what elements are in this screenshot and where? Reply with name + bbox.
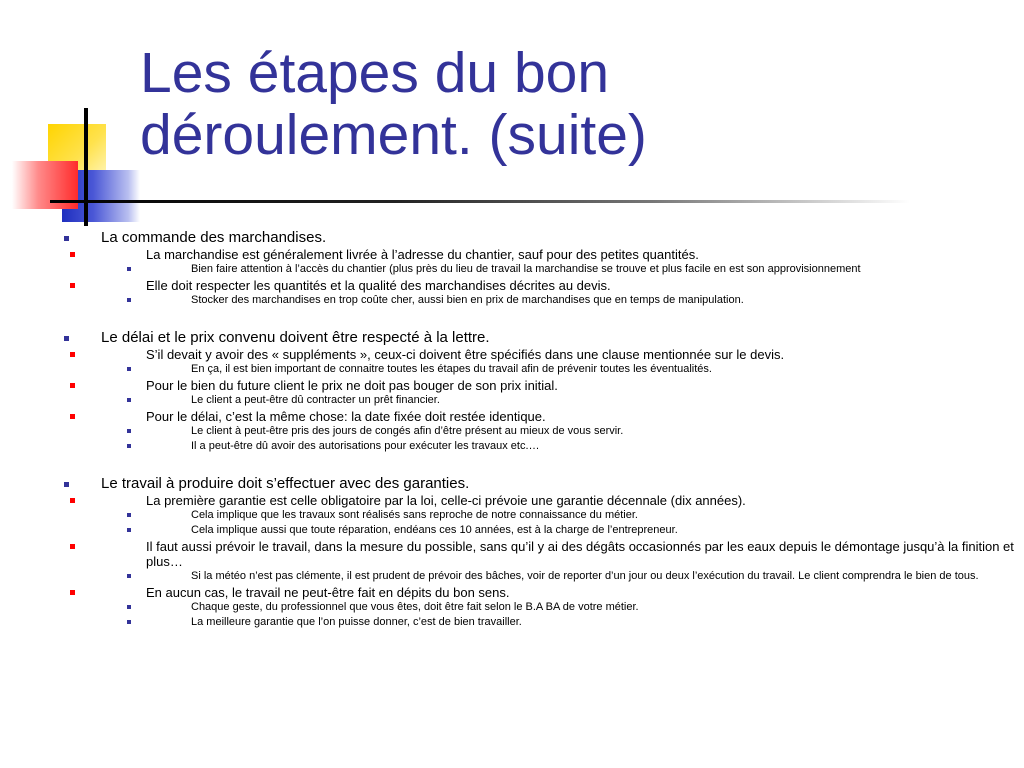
sub-sub-bullet-list (146, 363, 1024, 378)
bullet-level3 (146, 570, 1024, 585)
bullet-level3 (146, 394, 1024, 409)
bullet-level3-text: Chaque geste, du professionnel que vous êtes, doit être fait selon le B.A BA de votre métier. (191, 601, 639, 613)
bullet-square-icon (127, 398, 131, 402)
bullet-level3 (146, 263, 1024, 278)
bullet-level3 (146, 601, 1024, 616)
bullet-square-icon (127, 267, 131, 271)
bullet-level1-text: Le délai et le prix convenu doivent être respecté à la lettre. (101, 329, 490, 346)
bullet-level1 (0, 329, 1024, 455)
bullet-level2 (101, 247, 1024, 278)
bullet-level2-text: La première garantie est celle obligatoire par la loi, celle-ci prévoie une garantie décennale (dix années). (146, 493, 746, 508)
bullet-square-icon (70, 498, 75, 503)
bullet-level2-text: Elle doit respecter les quantités et la qualité des marchandises décrites au devis. (146, 278, 611, 293)
bullet-level1 (0, 229, 1024, 309)
bullet-level2 (101, 278, 1024, 309)
bullet-level2-text: Pour le délai, c’est la même chose: la date fixée doit restée identique. (146, 409, 546, 424)
slide-title (140, 42, 1000, 166)
bullet-level3-text: Il a peut-être dû avoir des autorisations pour exécuter les travaux etc.… (191, 440, 540, 452)
bullet-level2-text: La marchandise est généralement livrée à l’adresse du chantier, sauf pour des petites quantités. (146, 247, 699, 262)
bullet-level3 (146, 440, 1024, 455)
sub-sub-bullet-list (146, 425, 1024, 455)
sub-bullet-list (101, 347, 1024, 455)
bullet-level2 (101, 378, 1024, 409)
bullet-level1 (0, 475, 1024, 631)
bullet-level3 (146, 524, 1024, 539)
bullet-list (0, 229, 1024, 631)
bullet-level2-text: Il faut aussi prévoir le travail, dans la mesure du possible, sans qu’il y ai des dégâts occasionnés par les eaux depuis le démontage jusqu’à la finition et plus… (146, 539, 1014, 569)
bullet-level2 (101, 493, 1024, 539)
bullet-level2 (101, 585, 1024, 631)
slide-body (0, 229, 1024, 631)
bullet-level2 (101, 409, 1024, 455)
sub-bullet-list (101, 247, 1024, 309)
sub-sub-bullet-list (146, 394, 1024, 409)
title-line-2: déroulement. (suite) (140, 103, 647, 167)
bullet-level2-text: S’il devait y avoir des « suppléments », ceux-ci doivent être spécifiés dans une clause mentionnée sur le devis. (146, 347, 785, 362)
bullet-level3 (146, 509, 1024, 524)
sub-sub-bullet-list (146, 509, 1024, 539)
bullet-square-icon (127, 444, 131, 448)
bullet-level2-text: En aucun cas, le travail ne peut-être fait en dépits du bon sens. (146, 585, 510, 600)
bullet-level3-text: Le client a peut-être dû contracter un prêt financier. (191, 394, 440, 406)
bullet-level3-text: Cela implique aussi que toute réparation, endéans ces 10 années, est à la charge de l’entrepreneur. (191, 524, 678, 536)
bullet-level3-text: En ça, il est bien important de connaitre toutes les étapes du travail afin de prévenir toutes les éventualités. (191, 363, 712, 375)
bullet-level3-text: Cela implique que les travaux sont réalisés sans reproche de notre connaissance du métier. (191, 509, 638, 521)
bullet-square-icon (127, 528, 131, 532)
bullet-level2 (101, 539, 1024, 585)
bullet-square-icon (127, 367, 131, 371)
bullet-level3-text: Bien faire attention à l’accès du chantier (plus près du lieu de travail la marchandise se trouve et plus facile en est son approvisionnement (191, 263, 861, 275)
bullet-level3-text: La meilleure garantie que l’on puisse donner, c’est de bien travailler. (191, 616, 522, 628)
sub-sub-bullet-list (146, 294, 1024, 309)
title-line-1: Les étapes du bon (140, 41, 610, 105)
bullet-square-icon (127, 620, 131, 624)
sub-sub-bullet-list (146, 263, 1024, 278)
bullet-level3-text: Si la météo n’est pas clémente, il est prudent de prévoir des bâches, voir de reporter d’un jour ou deux l’exécution du travail. Le client comprendra le bien de tous. (191, 570, 979, 582)
decoration-horizontal-line (50, 200, 910, 203)
bullet-square-icon (64, 236, 69, 241)
bullet-square-icon (127, 605, 131, 609)
sub-sub-bullet-list (146, 570, 1024, 585)
bullet-level3 (146, 616, 1024, 631)
bullet-level1-text: La commande des marchandises. (101, 229, 327, 246)
bullet-square-icon (64, 336, 69, 341)
bullet-square-icon (70, 414, 75, 419)
bullet-square-icon (70, 283, 75, 288)
decoration-vertical-line (84, 108, 88, 226)
bullet-square-icon (70, 544, 75, 549)
bullet-square-icon (70, 383, 75, 388)
bullet-square-icon (127, 429, 131, 433)
bullet-level3 (146, 294, 1024, 309)
bullet-square-icon (64, 482, 69, 487)
bullet-square-icon (127, 574, 131, 578)
bullet-level2 (101, 347, 1024, 378)
bullet-level3 (146, 363, 1024, 378)
bullet-level3-text: Le client à peut-être pris des jours de congés afin d’être présent au mieux de vous servir. (191, 425, 624, 437)
bullet-square-icon (127, 513, 131, 517)
bullet-level3-text: Stocker des marchandises en trop coûte cher, aussi bien en prix de marchandises que en temps de manipulation. (191, 294, 744, 306)
bullet-square-icon (127, 298, 131, 302)
bullet-square-icon (70, 590, 75, 595)
bullet-level3 (146, 425, 1024, 440)
bullet-level1-text: Le travail à produire doit s’effectuer avec des garanties. (101, 475, 470, 492)
bullet-square-icon (70, 352, 75, 357)
sub-sub-bullet-list (146, 601, 1024, 631)
bullet-square-icon (70, 252, 75, 257)
sub-bullet-list (101, 493, 1024, 631)
bullet-level2-text: Pour le bien du future client le prix ne doit pas bouger de son prix initial. (146, 378, 558, 393)
